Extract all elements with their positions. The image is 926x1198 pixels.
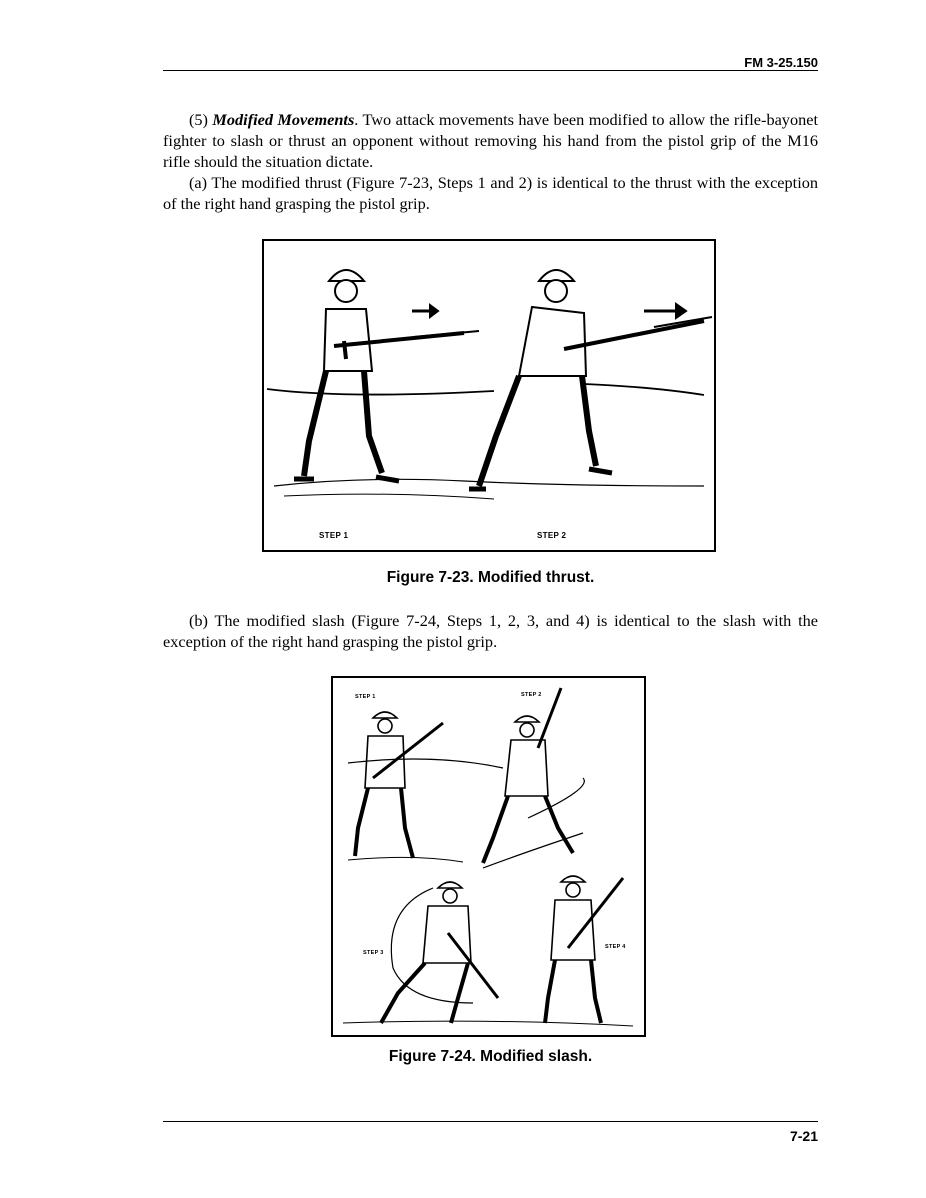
step-2-label: STEP 2 xyxy=(537,531,567,540)
figure-7-23-caption: Figure 7-23. Modified thrust. xyxy=(386,569,595,586)
paragraph-5 xyxy=(163,109,818,172)
page-number: 7-21 xyxy=(789,1128,818,1144)
step-1-label: STEP 1 xyxy=(355,694,376,700)
header-rule xyxy=(163,70,818,71)
step-3-label: STEP 3 xyxy=(363,950,384,956)
paragraph-5-number: (5) xyxy=(189,110,208,129)
modified-thrust-illustration xyxy=(264,241,713,549)
step-2-label: STEP 2 xyxy=(521,692,542,698)
paragraph-b: (b) The modified slash (Figure 7-24, Steps 1, 2, 3, and 4) is identical to the slash with the exception of the right hand grasping the pistol grip. xyxy=(163,611,818,651)
paragraph-a: (a) The modified thrust (Figure 7-23, Steps 1 and 2) is identical to the thrust with the exception of the right hand grasping the pistol grip. xyxy=(163,173,818,213)
body-text-bottom xyxy=(163,610,818,652)
figure-7-23 xyxy=(262,239,716,552)
body-text-top xyxy=(163,109,818,214)
figure-7-24-caption: Figure 7-24. Modified slash. xyxy=(388,1048,593,1065)
step-1-label: STEP 1 xyxy=(319,531,349,540)
step-4-label: STEP 4 xyxy=(605,944,626,950)
figure-7-24 xyxy=(331,676,646,1037)
paragraph-5-text: . Two attack movements have been modified to allow the rifle-bayonet fighter to slash or thrust an opponent without removing his hand from the pistol grip of the M16 rifle should the situation dictate. xyxy=(163,110,818,171)
paragraph-5-title: Modified Movements xyxy=(212,110,355,129)
footer-rule xyxy=(163,1121,818,1122)
manual-id: FM 3-25.150 xyxy=(744,55,818,70)
modified-slash-illustration xyxy=(333,678,643,1034)
